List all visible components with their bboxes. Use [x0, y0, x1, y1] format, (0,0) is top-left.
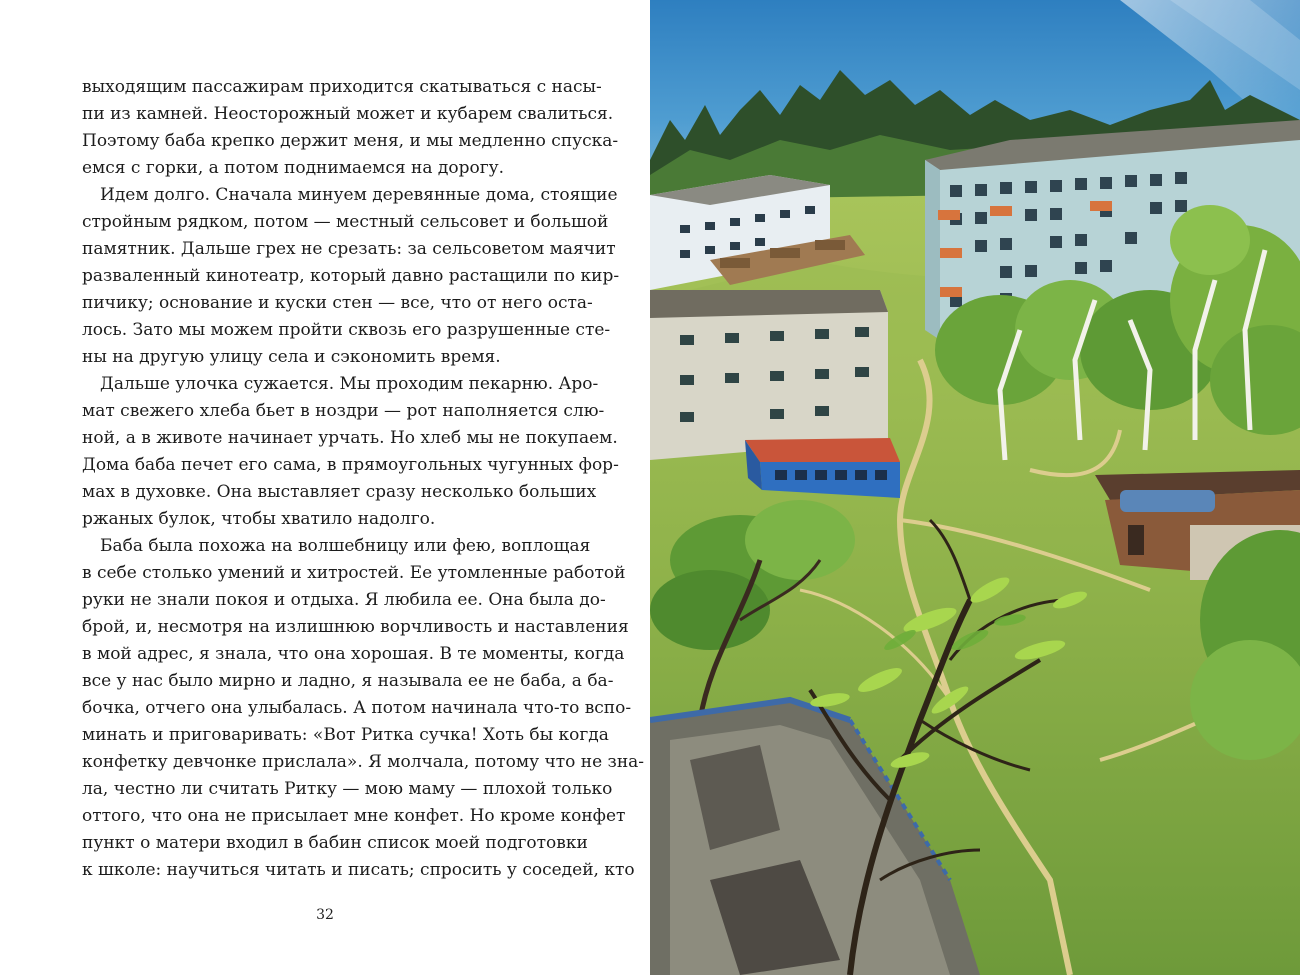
body-text	[82, 74, 645, 884]
text-line: разваленный кинотеатр, который давно растащили по кир-	[82, 266, 620, 286]
text-line: пичику; основание и куски стен — все, что от него оста-	[82, 293, 593, 313]
text-line: ржаных булок, чтобы хватило надолго.	[82, 509, 436, 529]
text-line: лось. Зато мы можем пройти сквозь его разрушенные сте-	[82, 320, 611, 340]
text-line: пункт о матери входил в бабин список моей подготовки	[82, 833, 588, 853]
text-line: к школе: научиться читать и писать; спросить у соседей, кто	[82, 860, 635, 880]
text-line: памятник. Дальше грех не срезать: за сельсоветом маячит	[82, 239, 616, 259]
page-number: 32	[316, 907, 334, 923]
text-line: конфетку девчонке прислала». Я молчала, потому что не зна-	[82, 752, 645, 772]
text-line: Дома баба печет его сама, в прямоугольных чугунных фор-	[82, 455, 619, 475]
text-line: в мой адрес, я знала, что она хорошая. В те моменты, когда	[82, 644, 625, 664]
illustration	[650, 0, 1300, 975]
beige-building	[650, 290, 888, 460]
text-line: руки не знали покоя и отдыха. Я любила ее. Она была до-	[82, 590, 606, 610]
text-line: емся с горки, а потом поднимаемся на дорогу.	[82, 158, 505, 178]
blue-kiosk	[745, 438, 900, 498]
text-line: минать и приговаривать: «Вот Ритка сучка! Хоть бы когда	[82, 725, 609, 745]
text-line: Дальше улочка сужается. Мы проходим пекарню. Аро-	[100, 374, 599, 394]
text-line: Баба была похожа на волшебницу или фею, воплощая	[100, 536, 591, 556]
text-line: бочка, отчего она улыбалась. А потом начинала что-то вспо-	[82, 698, 632, 718]
text-line: выходящим пассажирам приходится скатываться с насы-	[82, 77, 602, 97]
text-line: Поэтому баба крепко держит меня, и мы медленно спуска-	[82, 131, 619, 151]
text-line: пи из камней. Неосторожный может и кубарем свалиться.	[82, 104, 614, 124]
text-line: стройным рядком, потом — местный сельсовет и большой	[82, 212, 609, 232]
text-line: брой, и, несмотря на излишнюю ворчливость и наставления	[82, 617, 629, 637]
text-line: оттого, что она не присылает мне конфет. Но кроме конфет	[82, 806, 626, 826]
text-line: ла, честно ли считать Ритку — мою маму — плохой только	[82, 779, 613, 799]
text-line: Идем долго. Сначала минуем деревянные дома, стоящие	[100, 185, 618, 205]
text-line: мат свежего хлеба бьет в ноздри — рот наполняется слю-	[82, 401, 605, 421]
text-line: мах в духовке. Она выставляет сразу несколько больших	[82, 482, 597, 502]
text-line: в себе столько умений и хитростей. Ее утомленные работой	[82, 563, 626, 583]
text-line: ны на другую улицу села и сэкономить время.	[82, 347, 501, 367]
text-line: все у нас было мирно и ладно, я называла ее не баба, а ба-	[82, 671, 614, 691]
text-line: ной, а в животе начинает урчать. Но хлеб мы не покупаем.	[82, 428, 618, 448]
